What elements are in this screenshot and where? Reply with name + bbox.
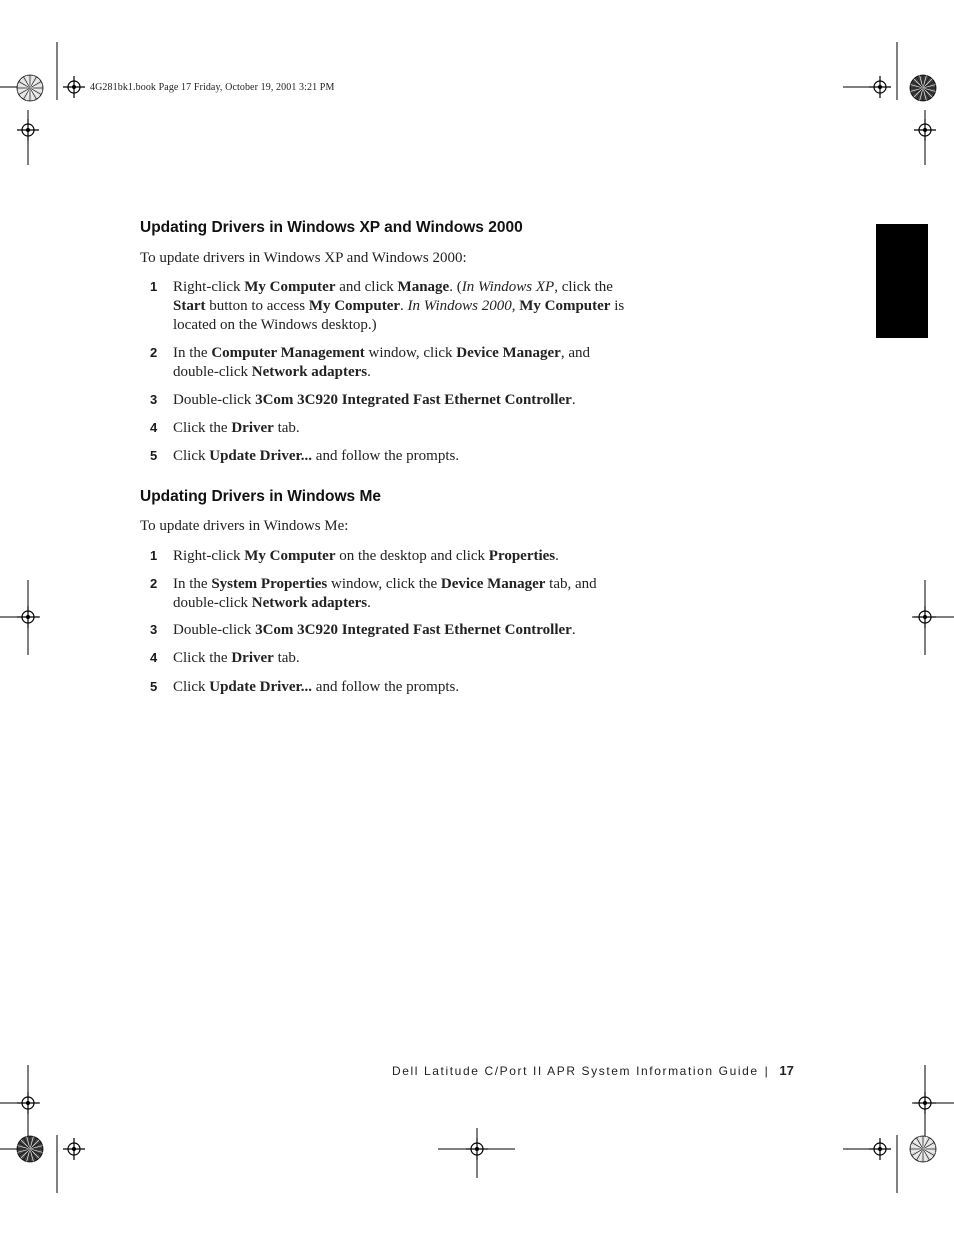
step-text-run: 3Com 3C920 Integrated Fast Ethernet Controller — [255, 392, 572, 408]
step-number: 3 — [150, 392, 158, 407]
step-text-run: My Computer — [519, 298, 611, 314]
step-text-run: My Computer — [308, 298, 401, 314]
step-text — [173, 649, 633, 668]
step-text-run: Computer Management — [211, 345, 365, 361]
step-text-run: My Computer — [244, 279, 336, 295]
step-number: 5 — [150, 679, 158, 694]
step-text-run: on the desktop and click — [335, 548, 489, 564]
step-text-run: Update Driver... — [209, 448, 313, 464]
step-text-run: In the — [173, 345, 212, 361]
step-text-run: My Computer — [244, 548, 336, 564]
step-number: 5 — [150, 448, 158, 463]
step-text-run: Right-click — [173, 548, 245, 564]
step-text-run: Double-click — [173, 392, 256, 408]
step-text-run: window, click the — [327, 576, 441, 592]
step-text-run: is located on the Windows desktop.) — [173, 298, 625, 333]
step-text-run: Device Manager — [440, 576, 546, 592]
step-text-run: . — [571, 392, 576, 408]
step-text-run: Network adapters — [251, 364, 368, 380]
step-text — [173, 547, 633, 566]
step-text-run: Double-click — [173, 622, 256, 638]
section-heading-xp-2000: Updating Drivers in Windows XP and Windows 2000 — [140, 219, 523, 236]
step-number: 4 — [150, 420, 158, 435]
step-text-run: In Windows XP — [461, 279, 555, 295]
print-slug: 4G281bk1.book Page 17 Friday, October 19, 2001 3:21 PM — [90, 82, 335, 93]
step-text-run: Device Manager — [456, 345, 561, 361]
step-text-run: Properties — [488, 548, 556, 564]
step-text-run: Update Driver... — [209, 679, 313, 695]
step-text — [173, 344, 633, 382]
section-intro-xp-2000: To update drivers in Windows XP and Windows 2000: — [140, 250, 467, 266]
section-intro-me: To update drivers in Windows Me: — [140, 518, 349, 534]
chapter-tab-block — [876, 224, 928, 338]
step-text-run: Click the — [173, 420, 232, 436]
step-text-run: and click — [335, 279, 398, 295]
step-text-run: Network adapters — [251, 595, 368, 611]
step-text-run: , — [511, 298, 520, 314]
step-text-run: . — [367, 364, 371, 380]
step-text-run: and follow the prompts. — [312, 679, 460, 695]
page-footer — [392, 1063, 794, 1078]
step-text-run: In Windows 2000 — [407, 298, 512, 314]
step-text-run: tab. — [273, 650, 300, 666]
step-number: 2 — [150, 576, 158, 591]
step-text-run: . — [555, 548, 559, 564]
step-text-run: In the — [173, 576, 212, 592]
section-heading-me: Updating Drivers in Windows Me — [140, 488, 381, 505]
step-text-run: and follow the prompts. — [312, 448, 460, 464]
guide-title: Dell Latitude C/Port II APR System Information Guide — [392, 1064, 759, 1078]
step-text-run: . — [571, 622, 576, 638]
step-number: 2 — [150, 345, 158, 360]
step-text-run: Driver — [231, 420, 274, 436]
step-number: 4 — [150, 650, 158, 665]
step-text-run: , and double-click — [173, 345, 591, 380]
step-text — [173, 678, 633, 697]
step-text-run: 3Com 3C920 Integrated Fast Ethernet Controller — [255, 622, 572, 638]
page-number: 17 — [779, 1063, 794, 1078]
step-text-run: Click the — [173, 650, 232, 666]
step-text — [173, 278, 633, 335]
step-text-run: tab, and double-click — [173, 576, 597, 611]
step-text-run: . — [400, 298, 408, 314]
step-text-run: Click — [173, 679, 210, 695]
step-number: 1 — [150, 548, 158, 563]
step-text-run: Manage — [397, 279, 450, 295]
step-number: 3 — [150, 622, 158, 637]
step-text — [173, 447, 633, 466]
step-text-run: . ( — [449, 279, 462, 295]
step-text-run: Driver — [231, 650, 274, 666]
step-text-run: Click — [173, 448, 210, 464]
step-text — [173, 419, 633, 438]
step-text-run: button to access — [205, 298, 309, 314]
step-text — [173, 575, 633, 613]
footer-separator: | — [764, 1064, 770, 1078]
step-text — [173, 391, 633, 410]
step-number: 1 — [150, 279, 158, 294]
step-text-run: , click the — [554, 279, 613, 295]
step-text-run: window, click — [364, 345, 457, 361]
step-text-run: . — [367, 595, 371, 611]
step-text-run: Right-click — [173, 279, 245, 295]
step-text-run: tab. — [273, 420, 300, 436]
step-text-run: Start — [173, 298, 206, 314]
step-text — [173, 621, 633, 640]
step-text-run: System Properties — [211, 576, 328, 592]
